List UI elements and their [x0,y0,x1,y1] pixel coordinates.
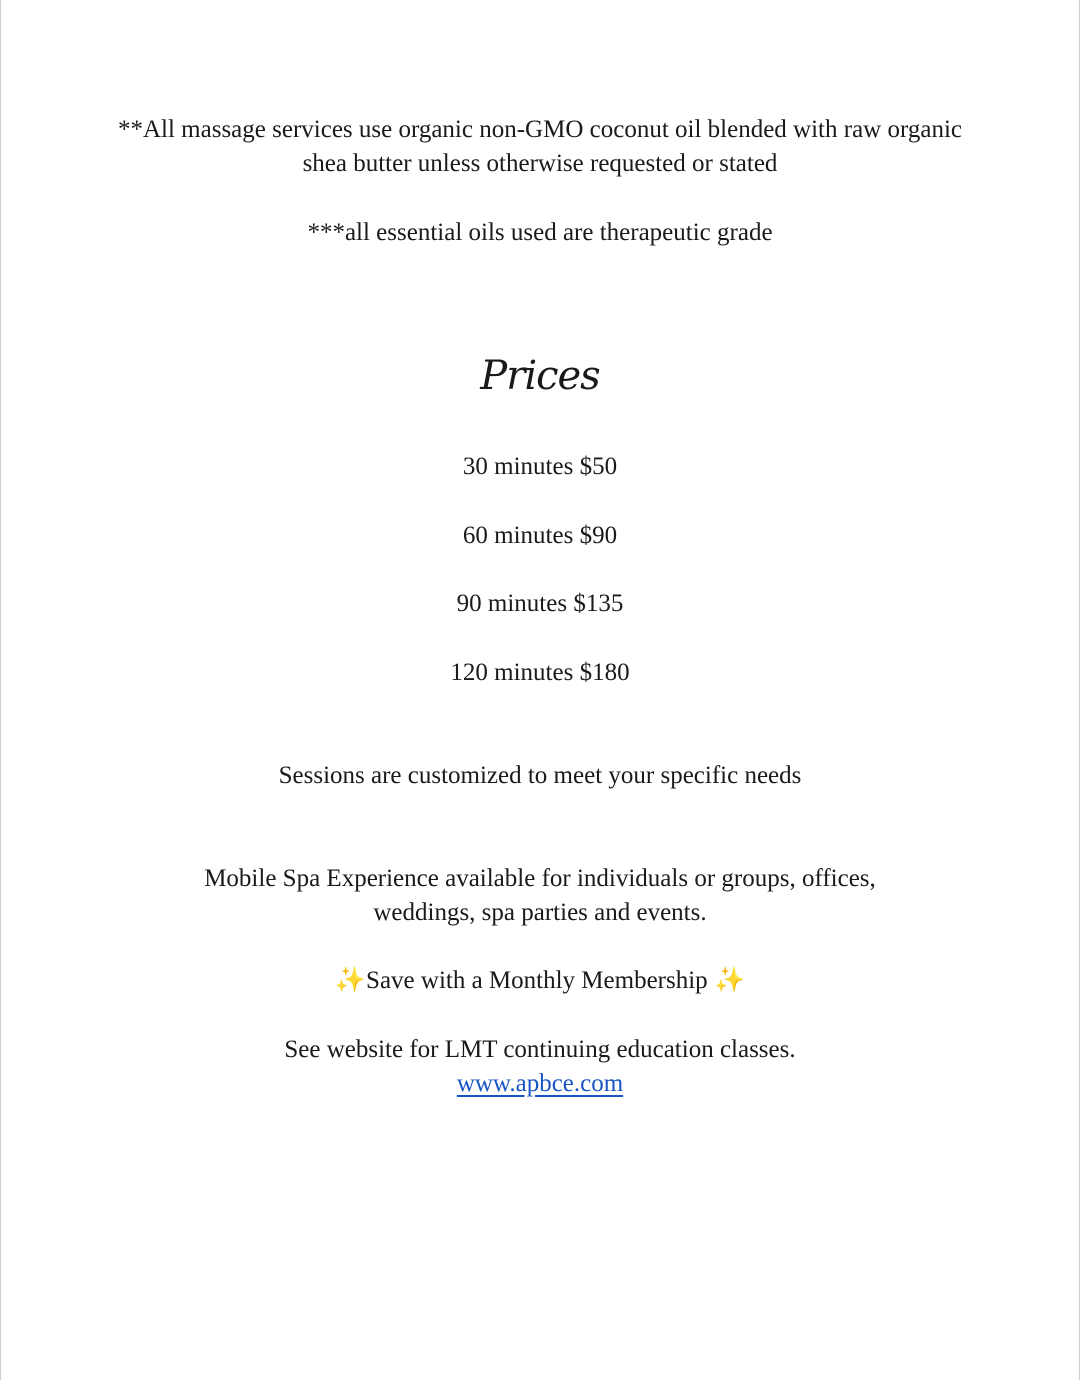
sparkle-icon: ✨ [334,967,367,994]
price-item-60: 60 minutes $90 [462,522,618,549]
mobile-spa-text: Mobile Spa Experience available for individuals or groups, offices, weddings, spa parties and events. [204,865,876,926]
sparkle-icon: ✨ [713,967,746,994]
essential-oils-note: ***all essential oils used are therapeutic grade [307,219,773,246]
sessions-text: Sessions are customized to meet your specific needs [278,762,802,789]
oil-note: **All massage services use organic non-GMO coconut oil blended with raw organic shea butter unless otherwise requested or stated [117,116,962,177]
membership-text: Save with a Monthly Membership [366,967,714,994]
website-link[interactable]: www.apbce.com [456,1070,624,1097]
prices-heading: Prices [480,353,600,399]
price-item-30: 30 minutes $50 [462,453,618,480]
education-text: See website for LMT continuing education classes. [284,1036,796,1063]
membership-line [0,964,1080,998]
price-item-120: 120 minutes $180 [450,659,630,686]
price-item-90: 90 minutes $135 [456,590,624,617]
education-block [0,1033,1080,1101]
